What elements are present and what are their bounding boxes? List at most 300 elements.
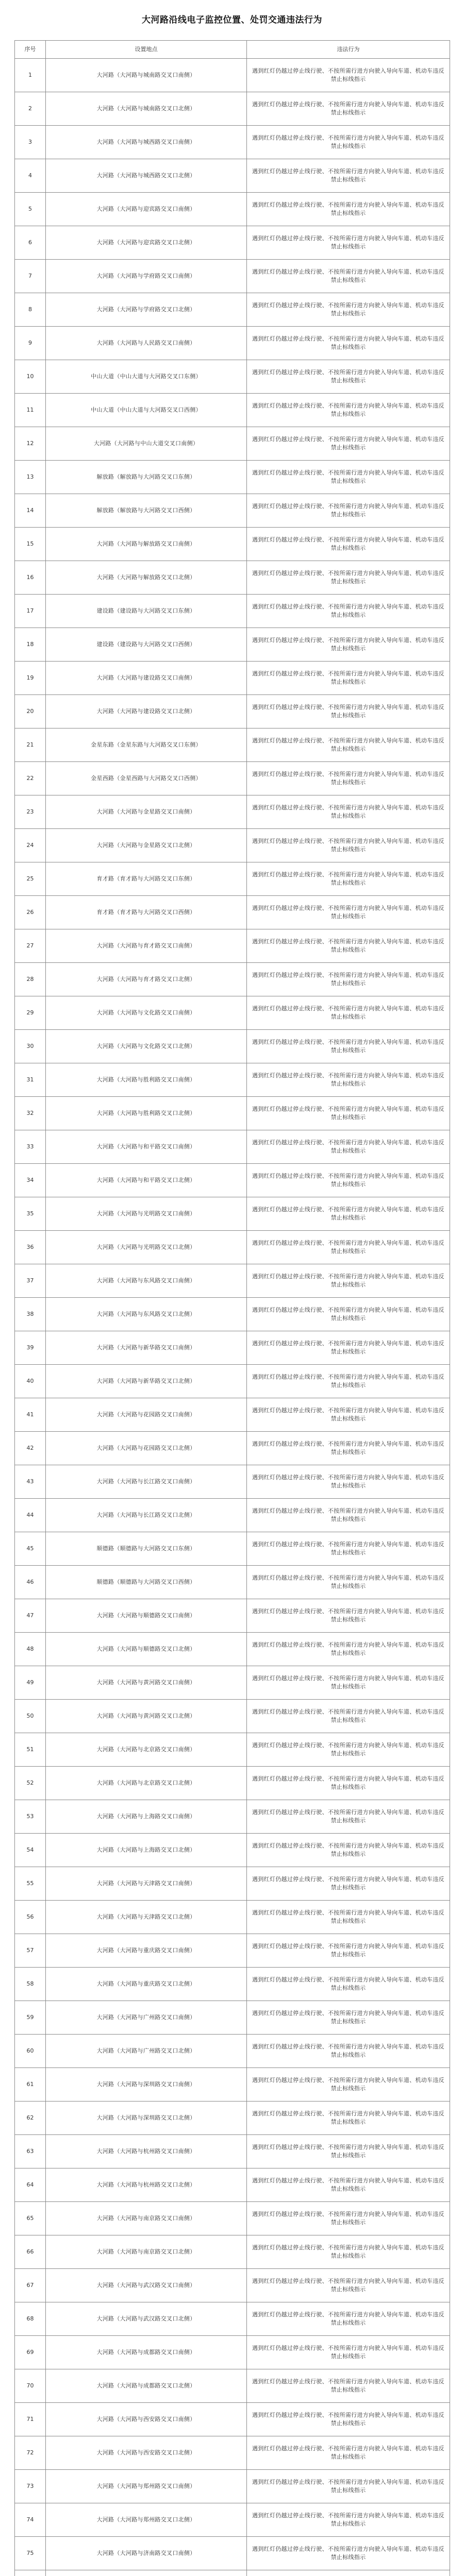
row-violation: 遇到红灯仍越过停止线行驶、不按所需行进方向驶入导向车道、机动车违反禁止标线指示: [247, 1834, 450, 1867]
row-location: 大河路（大河路与成都路交叉口北侧）: [46, 2369, 247, 2403]
row-serial-number: 49: [15, 1666, 46, 1700]
row-violation: 遇到红灯仍越过停止线行驶、不按所需行进方向驶入导向车道、机动车违反禁止标线指示: [247, 1465, 450, 1499]
row-violation: 遇到红灯仍越过停止线行驶、不按所需行进方向驶入导向车道、机动车违反禁止标线指示: [247, 2369, 450, 2403]
row-serial-number: 28: [15, 963, 46, 996]
camera-location-table: [14, 40, 450, 2576]
row-location: 中山大道（中山大道与大河路交叉口西侧）: [46, 394, 247, 427]
row-serial-number: 7: [15, 260, 46, 293]
table-row: [15, 1901, 450, 1934]
row-violation: 遇到红灯仍越过停止线行驶、不按所需行进方向驶入导向车道、机动车违反禁止标线指示: [247, 762, 450, 795]
row-violation: 遇到红灯仍越过停止线行驶、不按所需行进方向驶入导向车道、机动车违反禁止标线指示: [247, 728, 450, 762]
row-serial-number: 52: [15, 1767, 46, 1800]
row-violation: 遇到红灯仍越过停止线行驶、不按所需行进方向驶入导向车道、机动车违反禁止标线指示: [247, 1599, 450, 1633]
row-serial-number: 22: [15, 762, 46, 795]
row-location: 育才路（育才路与大河路交叉口西侧）: [46, 896, 247, 929]
table-row: [15, 1030, 450, 1063]
table-row: [15, 896, 450, 929]
row-location: 大河路（大河路与城南路交叉口南侧）: [46, 59, 247, 92]
table-row: [15, 628, 450, 662]
row-location: 大河路（大河路与武汉路交叉口北侧）: [46, 2302, 247, 2336]
row-location: 大河路（大河路与黄河路交叉口南侧）: [46, 1666, 247, 1700]
row-violation: 遇到红灯仍越过停止线行驶、不按所需行进方向驶入导向车道、机动车违反禁止标线指示: [247, 2202, 450, 2235]
table-row: [15, 2168, 450, 2202]
table-row: [15, 595, 450, 628]
row-serial-number: 72: [15, 2436, 46, 2470]
row-location: 大河路（大河路与南京路交叉口南侧）: [46, 2202, 247, 2235]
table-row: [15, 695, 450, 728]
table-row: [15, 2269, 450, 2302]
row-violation: 遇到红灯仍越过停止线行驶、不按所需行进方向驶入导向车道、机动车违反禁止标线指示: [247, 929, 450, 963]
table-row: [15, 1097, 450, 1130]
row-location: 大河路（大河路与育才路交叉口北侧）: [46, 963, 247, 996]
row-serial-number: 29: [15, 996, 46, 1030]
row-violation: 遇到红灯仍越过停止线行驶、不按所需行进方向驶入导向车道、机动车违反禁止标线指示: [247, 662, 450, 695]
row-violation: [247, 2570, 450, 2576]
table-row: [15, 59, 450, 92]
row-serial-number: 24: [15, 829, 46, 862]
row-location: 顺德路（顺德路与大河路交叉口西侧）: [46, 1566, 247, 1599]
row-violation: 遇到红灯仍越过停止线行驶、不按所需行进方向驶入导向车道、机动车违反禁止标线指示: [247, 1901, 450, 1934]
row-violation: 遇到红灯仍越过停止线行驶、不按所需行进方向驶入导向车道、机动车违反禁止标线指示: [247, 1197, 450, 1231]
table-row: [15, 1968, 450, 2001]
row-serial-number: 56: [15, 1901, 46, 1934]
row-location: 大河路（大河路与东风路交叉口南侧）: [46, 1264, 247, 1298]
row-location: 大河路（大河路与和平路交叉口北侧）: [46, 1164, 247, 1197]
row-location: 大河路（大河路与西安路交叉口南侧）: [46, 2403, 247, 2436]
row-violation: 遇到红灯仍越过停止线行驶、不按所需行进方向驶入导向车道、机动车违反禁止标线指示: [247, 1264, 450, 1298]
table-row: [15, 1164, 450, 1197]
row-location: 大河路（大河路与郑州路交叉口北侧）: [46, 2503, 247, 2537]
row-violation: 遇到红灯仍越过停止线行驶、不按所需行进方向驶入导向车道、机动车违反禁止标线指示: [247, 1733, 450, 1767]
row-serial-number: 15: [15, 528, 46, 561]
row-serial-number: 4: [15, 159, 46, 193]
row-location: 大河路（大河路与育才路交叉口南侧）: [46, 929, 247, 963]
row-violation: 遇到红灯仍越过停止线行驶、不按所需行进方向驶入导向车道、机动车违反禁止标线指示: [247, 427, 450, 461]
row-location: 大河路（大河路与重庆路交叉口北侧）: [46, 1968, 247, 2001]
table-row: [15, 1633, 450, 1666]
header-serial-number: 序号: [15, 41, 46, 59]
table-row: [15, 193, 450, 226]
row-violation: 遇到红灯仍越过停止线行驶、不按所需行进方向驶入导向车道、机动车违反禁止标线指示: [247, 2302, 450, 2336]
row-violation: 遇到红灯仍越过停止线行驶、不按所需行进方向驶入导向车道、机动车违反禁止标线指示: [247, 695, 450, 728]
row-violation: 遇到红灯仍越过停止线行驶、不按所需行进方向驶入导向车道、机动车违反禁止标线指示: [247, 1968, 450, 2001]
table-row: [15, 929, 450, 963]
table-row: [15, 1331, 450, 1365]
row-violation: 遇到红灯仍越过停止线行驶、不按所需行进方向驶入导向车道、机动车违反禁止标线指示: [247, 1331, 450, 1365]
row-violation: 遇到红灯仍越过停止线行驶、不按所需行进方向驶入导向车道、机动车违反禁止标线指示: [247, 360, 450, 394]
row-location: 大河路（大河路与西安路交叉口北侧）: [46, 2436, 247, 2470]
row-serial-number: 62: [15, 2102, 46, 2135]
row-serial-number: 37: [15, 1264, 46, 1298]
row-serial-number: 65: [15, 2202, 46, 2235]
row-serial-number: 63: [15, 2135, 46, 2168]
row-serial-number: 18: [15, 628, 46, 662]
row-serial-number: 75: [15, 2537, 46, 2570]
row-violation: 遇到红灯仍越过停止线行驶、不按所需行进方向驶入导向车道、机动车违反禁止标线指示: [247, 1532, 450, 1566]
row-serial-number: 26: [15, 896, 46, 929]
row-serial-number: 41: [15, 1398, 46, 1432]
row-location: 解放路（解放路与大河路交叉口西侧）: [46, 494, 247, 528]
row-serial-number: 69: [15, 2336, 46, 2369]
row-location: 大河路（大河路与胜利路交叉口北侧）: [46, 1097, 247, 1130]
row-serial-number: 2: [15, 92, 46, 126]
header-violation: 违法行为: [247, 41, 450, 59]
table-row: [15, 1499, 450, 1532]
table-row: [15, 2135, 450, 2168]
table-row: [15, 92, 450, 126]
row-violation: 遇到红灯仍越过停止线行驶、不按所需行进方向驶入导向车道、机动车违反禁止标线指示: [247, 1499, 450, 1532]
table-row: [15, 996, 450, 1030]
row-location: 大河路（大河路与东风路交叉口北侧）: [46, 1298, 247, 1331]
table-row: [15, 2001, 450, 2035]
table-row: [15, 1867, 450, 1901]
row-violation: 遇到红灯仍越过停止线行驶、不按所需行进方向驶入导向车道、机动车违反禁止标线指示: [247, 1767, 450, 1800]
row-violation: 遇到红灯仍越过停止线行驶、不按所需行进方向驶入导向车道、机动车违反禁止标线指示: [247, 2102, 450, 2135]
row-location: 解放路（解放路与大河路交叉口东侧）: [46, 461, 247, 494]
row-serial-number: 20: [15, 695, 46, 728]
row-serial-number: 32: [15, 1097, 46, 1130]
table-header-row: [15, 41, 450, 59]
table-row: [15, 1063, 450, 1097]
row-location: 顺德路（顺德路与大河路交叉口东侧）: [46, 1532, 247, 1566]
row-serial-number: 40: [15, 1365, 46, 1398]
table-row: [15, 2302, 450, 2336]
row-location: 大河路（大河路与文化路交叉口南侧）: [46, 996, 247, 1030]
row-serial-number: 33: [15, 1130, 46, 1164]
row-location: 大河路（大河路与花园路交叉口北侧）: [46, 1432, 247, 1465]
row-violation: 遇到红灯仍越过停止线行驶、不按所需行进方向驶入导向车道、机动车违反禁止标线指示: [247, 494, 450, 528]
row-violation: 遇到红灯仍越过停止线行驶、不按所需行进方向驶入导向车道、机动车违反禁止标线指示: [247, 126, 450, 159]
table-row: [15, 1733, 450, 1767]
row-violation: 遇到红灯仍越过停止线行驶、不按所需行进方向驶入导向车道、机动车违反禁止标线指示: [247, 528, 450, 561]
row-violation: 遇到红灯仍越过停止线行驶、不按所需行进方向驶入导向车道、机动车违反禁止标线指示: [247, 896, 450, 929]
row-serial-number: 36: [15, 1231, 46, 1264]
row-violation: 遇到红灯仍越过停止线行驶、不按所需行进方向驶入导向车道、机动车违反禁止标线指示: [247, 1633, 450, 1666]
row-violation: 遇到红灯仍越过停止线行驶、不按所需行进方向驶入导向车道、机动车违反禁止标线指示: [247, 628, 450, 662]
table-row: [15, 2369, 450, 2403]
row-serial-number: 8: [15, 293, 46, 327]
row-serial-number: 55: [15, 1867, 46, 1901]
row-serial-number: 23: [15, 795, 46, 829]
row-location: 大河路（大河路与天津路交叉口南侧）: [46, 1867, 247, 1901]
row-location: 大河路（大河路与迎宾路交叉口北侧）: [46, 226, 247, 260]
table-row: [15, 360, 450, 394]
table-row: [15, 1566, 450, 1599]
row-serial-number: 51: [15, 1733, 46, 1767]
row-serial-number: 6: [15, 226, 46, 260]
row-location: 大河路（大河路与北京路交叉口北侧）: [46, 1767, 247, 1800]
table-row: [15, 1800, 450, 1834]
row-serial-number: 30: [15, 1030, 46, 1063]
row-violation: 遇到红灯仍越过停止线行驶、不按所需行进方向驶入导向车道、机动车违反禁止标线指示: [247, 461, 450, 494]
row-location: 建设路（建设路与大河路交叉口西侧）: [46, 628, 247, 662]
row-serial-number: 35: [15, 1197, 46, 1231]
row-location: 大河路（大河路与胜利路交叉口南侧）: [46, 1063, 247, 1097]
row-location: 中山大道（中山大道与大河路交叉口东侧）: [46, 360, 247, 394]
row-violation: 遇到红灯仍越过停止线行驶、不按所需行进方向驶入导向车道、机动车违反禁止标线指示: [247, 829, 450, 862]
row-location: 建设路（建设路与大河路交叉口东侧）: [46, 595, 247, 628]
row-location: 大河路（大河路与长江路交叉口北侧）: [46, 1499, 247, 1532]
row-serial-number: 48: [15, 1633, 46, 1666]
table-row: [15, 1298, 450, 1331]
row-serial-number: 27: [15, 929, 46, 963]
table-row: [15, 293, 450, 327]
row-violation: 遇到红灯仍越过停止线行驶、不按所需行进方向驶入导向车道、机动车违反禁止标线指示: [247, 1231, 450, 1264]
row-violation: 遇到红灯仍越过停止线行驶、不按所需行进方向驶入导向车道、机动车违反禁止标线指示: [247, 2135, 450, 2168]
row-location: 大河路（大河路与光明路交叉口北侧）: [46, 1231, 247, 1264]
table-row: [15, 561, 450, 595]
row-serial-number: 57: [15, 1934, 46, 1968]
row-violation: 遇到红灯仍越过停止线行驶、不按所需行进方向驶入导向车道、机动车违反禁止标线指示: [247, 2068, 450, 2102]
row-location: 大河路（大河路与解放路交叉口南侧）: [46, 528, 247, 561]
table-row: [15, 226, 450, 260]
row-violation: 遇到红灯仍越过停止线行驶、不按所需行进方向驶入导向车道、机动车违反禁止标线指示: [247, 159, 450, 193]
row-location: 金星西路（金星西路与大河路交叉口西侧）: [46, 762, 247, 795]
row-location: 大河路（大河路与广州路交叉口南侧）: [46, 2001, 247, 2035]
table-body: [15, 59, 450, 2576]
row-serial-number: 11: [15, 394, 46, 427]
table-row: [15, 1465, 450, 1499]
row-location: 大河路（大河路与人民路交叉口南侧）: [46, 327, 247, 360]
row-location: 大河路（大河路与杭州路交叉口北侧）: [46, 2168, 247, 2202]
row-serial-number: 17: [15, 595, 46, 628]
row-location: 大河路（大河路与迎宾路交叉口南侧）: [46, 193, 247, 226]
row-violation: 遇到红灯仍越过停止线行驶、不按所需行进方向驶入导向车道、机动车违反禁止标线指示: [247, 1566, 450, 1599]
row-location: 大河路（大河路与建设路交叉口南侧）: [46, 662, 247, 695]
row-serial-number: [15, 2570, 46, 2576]
row-serial-number: 70: [15, 2369, 46, 2403]
row-location: 大河路（大河路与和平路交叉口南侧）: [46, 1130, 247, 1164]
row-serial-number: 10: [15, 360, 46, 394]
row-serial-number: 1: [15, 59, 46, 92]
row-serial-number: 73: [15, 2470, 46, 2503]
row-serial-number: 14: [15, 494, 46, 528]
table-row: [15, 260, 450, 293]
row-location: 大河路（大河路与光明路交叉口南侧）: [46, 1197, 247, 1231]
row-location: 大河路（大河路与重庆路交叉口南侧）: [46, 1934, 247, 1968]
row-violation: 遇到红灯仍越过停止线行驶、不按所需行进方向驶入导向车道、机动车违反禁止标线指示: [247, 2269, 450, 2302]
row-violation: 遇到红灯仍越过停止线行驶、不按所需行进方向驶入导向车道、机动车违反禁止标线指示: [247, 1365, 450, 1398]
row-serial-number: 3: [15, 126, 46, 159]
row-location: 大河路（大河路与金星路交叉口南侧）: [46, 795, 247, 829]
table-row: [15, 2336, 450, 2369]
row-violation: 遇到红灯仍越过停止线行驶、不按所需行进方向驶入导向车道、机动车违反禁止标线指示: [247, 2168, 450, 2202]
table-row: [15, 662, 450, 695]
row-violation: 遇到红灯仍越过停止线行驶、不按所需行进方向驶入导向车道、机动车违反禁止标线指示: [247, 260, 450, 293]
row-location: 大河路（大河路与顺德路交叉口南侧）: [46, 1599, 247, 1633]
table-row: [15, 2503, 450, 2537]
row-violation: 遇到红灯仍越过停止线行驶、不按所需行进方向驶入导向车道、机动车违反禁止标线指示: [247, 2503, 450, 2537]
table-row: [15, 2202, 450, 2235]
row-violation: 遇到红灯仍越过停止线行驶、不按所需行进方向驶入导向车道、机动车违反禁止标线指示: [247, 2336, 450, 2369]
row-violation: 遇到红灯仍越过停止线行驶、不按所需行进方向驶入导向车道、机动车违反禁止标线指示: [247, 1130, 450, 1164]
table-row: [15, 2436, 450, 2470]
row-violation: 遇到红灯仍越过停止线行驶、不按所需行进方向驶入导向车道、机动车违反禁止标线指示: [247, 595, 450, 628]
row-serial-number: 19: [15, 662, 46, 695]
row-violation: 遇到红灯仍越过停止线行驶、不按所需行进方向驶入导向车道、机动车违反禁止标线指示: [247, 394, 450, 427]
row-serial-number: 67: [15, 2269, 46, 2302]
row-serial-number: 64: [15, 2168, 46, 2202]
row-location: 大河路（大河路与城西路交叉口南侧）: [46, 126, 247, 159]
table-row: [15, 1934, 450, 1968]
table-row: [15, 2102, 450, 2135]
row-serial-number: 71: [15, 2403, 46, 2436]
row-serial-number: 16: [15, 561, 46, 595]
row-violation: 遇到红灯仍越过停止线行驶、不按所需行进方向驶入导向车道、机动车违反禁止标线指示: [247, 795, 450, 829]
table-row: [15, 159, 450, 193]
row-violation: 遇到红灯仍越过停止线行驶、不按所需行进方向驶入导向车道、机动车违反禁止标线指示: [247, 862, 450, 896]
row-serial-number: 9: [15, 327, 46, 360]
row-serial-number: 50: [15, 1700, 46, 1733]
row-location: 大河路（大河路与广州路交叉口北侧）: [46, 2035, 247, 2068]
row-location: 大河路（大河路与成都路交叉口南侧）: [46, 2336, 247, 2369]
row-serial-number: 68: [15, 2302, 46, 2336]
row-serial-number: 44: [15, 1499, 46, 1532]
document-title: 大河路沿线电子监控位置、处罚交通违法行为: [142, 15, 322, 25]
row-violation: 遇到红灯仍越过停止线行驶、不按所需行进方向驶入导向车道、机动车违反禁止标线指示: [247, 1063, 450, 1097]
table-row: [15, 1398, 450, 1432]
row-serial-number: 25: [15, 862, 46, 896]
row-location: 大河路（大河路与学府路交叉口南侧）: [46, 260, 247, 293]
row-violation: 遇到红灯仍越过停止线行驶、不按所需行进方向驶入导向车道、机动车违反禁止标线指示: [247, 1700, 450, 1733]
row-location: 大河路（大河路与新华路交叉口南侧）: [46, 1331, 247, 1365]
row-serial-number: 53: [15, 1800, 46, 1834]
row-violation: 遇到红灯仍越过停止线行驶、不按所需行进方向驶入导向车道、机动车违反禁止标线指示: [247, 293, 450, 327]
row-violation: 遇到红灯仍越过停止线行驶、不按所需行进方向驶入导向车道、机动车违反禁止标线指示: [247, 2537, 450, 2570]
row-location: 大河路（大河路与深圳路交叉口南侧）: [46, 2068, 247, 2102]
row-location: 大河路（大河路与黄河路交叉口北侧）: [46, 1700, 247, 1733]
table-row: [15, 762, 450, 795]
row-violation: 遇到红灯仍越过停止线行驶、不按所需行进方向驶入导向车道、机动车违反禁止标线指示: [247, 996, 450, 1030]
row-serial-number: 13: [15, 461, 46, 494]
row-violation: 遇到红灯仍越过停止线行驶、不按所需行进方向驶入导向车道、机动车违反禁止标线指示: [247, 2470, 450, 2503]
row-violation: 遇到红灯仍越过停止线行驶、不按所需行进方向驶入导向车道、机动车违反禁止标线指示: [247, 1432, 450, 1465]
table-row: [15, 2035, 450, 2068]
table-row: [15, 2570, 450, 2576]
table-row: [15, 1532, 450, 1566]
row-serial-number: 5: [15, 193, 46, 226]
table-row: [15, 1365, 450, 1398]
table-row: [15, 1264, 450, 1298]
row-location: 大河路（大河路与上海路交叉口南侧）: [46, 1800, 247, 1834]
table-row: [15, 394, 450, 427]
table-row: [15, 1700, 450, 1733]
table-row: [15, 829, 450, 862]
table-row: [15, 728, 450, 762]
table-row: [15, 461, 450, 494]
row-violation: 遇到红灯仍越过停止线行驶、不按所需行进方向驶入导向车道、机动车违反禁止标线指示: [247, 1030, 450, 1063]
table-row: [15, 1666, 450, 1700]
table-row: [15, 2403, 450, 2436]
row-serial-number: 66: [15, 2235, 46, 2269]
row-serial-number: 47: [15, 1599, 46, 1633]
table-row: [15, 862, 450, 896]
row-serial-number: 46: [15, 1566, 46, 1599]
row-violation: 遇到红灯仍越过停止线行驶、不按所需行进方向驶入导向车道、机动车违反禁止标线指示: [247, 2035, 450, 2068]
table-row: [15, 528, 450, 561]
table-row: [15, 963, 450, 996]
row-serial-number: 38: [15, 1298, 46, 1331]
row-serial-number: 45: [15, 1532, 46, 1566]
row-violation: 遇到红灯仍越过停止线行驶、不按所需行进方向驶入导向车道、机动车违反禁止标线指示: [247, 92, 450, 126]
row-violation: 遇到红灯仍越过停止线行驶、不按所需行进方向驶入导向车道、机动车违反禁止标线指示: [247, 1398, 450, 1432]
row-location: 大河路（大河路与金星路交叉口北侧）: [46, 829, 247, 862]
row-location: 大河路（大河路与济南路交叉口南侧）: [46, 2537, 247, 2570]
row-serial-number: 74: [15, 2503, 46, 2537]
row-serial-number: 39: [15, 1331, 46, 1365]
row-violation: 遇到红灯仍越过停止线行驶、不按所需行进方向驶入导向车道、机动车违反禁止标线指示: [247, 1867, 450, 1901]
row-serial-number: 54: [15, 1834, 46, 1867]
row-location: 大河路（大河路与上海路交叉口北侧）: [46, 1834, 247, 1867]
row-serial-number: 43: [15, 1465, 46, 1499]
table-row: [15, 327, 450, 360]
row-violation: 遇到红灯仍越过停止线行驶、不按所需行进方向驶入导向车道、机动车违反禁止标线指示: [247, 1164, 450, 1197]
table-row: [15, 126, 450, 159]
table-row: [15, 1197, 450, 1231]
row-violation: 遇到红灯仍越过停止线行驶、不按所需行进方向驶入导向车道、机动车违反禁止标线指示: [247, 59, 450, 92]
row-violation: 遇到红灯仍越过停止线行驶、不按所需行进方向驶入导向车道、机动车违反禁止标线指示: [247, 561, 450, 595]
row-location: 大河路（大河路与深圳路交叉口北侧）: [46, 2102, 247, 2135]
header-location: 设置地点: [46, 41, 247, 59]
row-violation: 遇到红灯仍越过停止线行驶、不按所需行进方向驶入导向车道、机动车违反禁止标线指示: [247, 2001, 450, 2035]
table-row: [15, 1767, 450, 1800]
table-row: [15, 1432, 450, 1465]
row-serial-number: 34: [15, 1164, 46, 1197]
table-row: [15, 494, 450, 528]
table-row: [15, 1599, 450, 1633]
table-row: [15, 427, 450, 461]
row-serial-number: 59: [15, 2001, 46, 2035]
row-violation: 遇到红灯仍越过停止线行驶、不按所需行进方向驶入导向车道、机动车违反禁止标线指示: [247, 1934, 450, 1968]
row-location: [46, 2570, 247, 2576]
table-row: [15, 2537, 450, 2570]
row-location: 大河路（大河路与武汉路交叉口南侧）: [46, 2269, 247, 2302]
row-location: 大河路（大河路与文化路交叉口北侧）: [46, 1030, 247, 1063]
row-serial-number: 60: [15, 2035, 46, 2068]
row-location: 大河路（大河路与中山大道交叉口南侧）: [46, 427, 247, 461]
row-location: 育才路（育才路与大河路交叉口东侧）: [46, 862, 247, 896]
row-violation: 遇到红灯仍越过停止线行驶、不按所需行进方向驶入导向车道、机动车违反禁止标线指示: [247, 2235, 450, 2269]
table-row: [15, 2068, 450, 2102]
table-row: [15, 2235, 450, 2269]
row-location: 大河路（大河路与顺德路交叉口北侧）: [46, 1633, 247, 1666]
row-location: 大河路（大河路与城西路交叉口北侧）: [46, 159, 247, 193]
row-location: 大河路（大河路与学府路交叉口北侧）: [46, 293, 247, 327]
row-location: 大河路（大河路与城南路交叉口北侧）: [46, 92, 247, 126]
table-row: [15, 1130, 450, 1164]
row-serial-number: 21: [15, 728, 46, 762]
row-violation: 遇到红灯仍越过停止线行驶、不按所需行进方向驶入导向车道、机动车违反禁止标线指示: [247, 226, 450, 260]
row-violation: 遇到红灯仍越过停止线行驶、不按所需行进方向驶入导向车道、机动车违反禁止标线指示: [247, 327, 450, 360]
row-serial-number: 58: [15, 1968, 46, 2001]
row-location: 大河路（大河路与北京路交叉口南侧）: [46, 1733, 247, 1767]
row-violation: 遇到红灯仍越过停止线行驶、不按所需行进方向驶入导向车道、机动车违反禁止标线指示: [247, 193, 450, 226]
row-violation: 遇到红灯仍越过停止线行驶、不按所需行进方向驶入导向车道、机动车违反禁止标线指示: [247, 963, 450, 996]
row-location: 大河路（大河路与南京路交叉口北侧）: [46, 2235, 247, 2269]
row-violation: 遇到红灯仍越过停止线行驶、不按所需行进方向驶入导向车道、机动车违反禁止标线指示: [247, 2436, 450, 2470]
table-row: [15, 1834, 450, 1867]
row-location: 大河路（大河路与解放路交叉口北侧）: [46, 561, 247, 595]
table-row: [15, 795, 450, 829]
row-location: 大河路（大河路与长江路交叉口南侧）: [46, 1465, 247, 1499]
table-row: [15, 1231, 450, 1264]
table-row: [15, 2470, 450, 2503]
row-serial-number: 42: [15, 1432, 46, 1465]
row-location: 大河路（大河路与花园路交叉口南侧）: [46, 1398, 247, 1432]
row-location: 大河路（大河路与天津路交叉口北侧）: [46, 1901, 247, 1934]
row-location: 大河路（大河路与建设路交叉口北侧）: [46, 695, 247, 728]
row-location: 大河路（大河路与杭州路交叉口南侧）: [46, 2135, 247, 2168]
